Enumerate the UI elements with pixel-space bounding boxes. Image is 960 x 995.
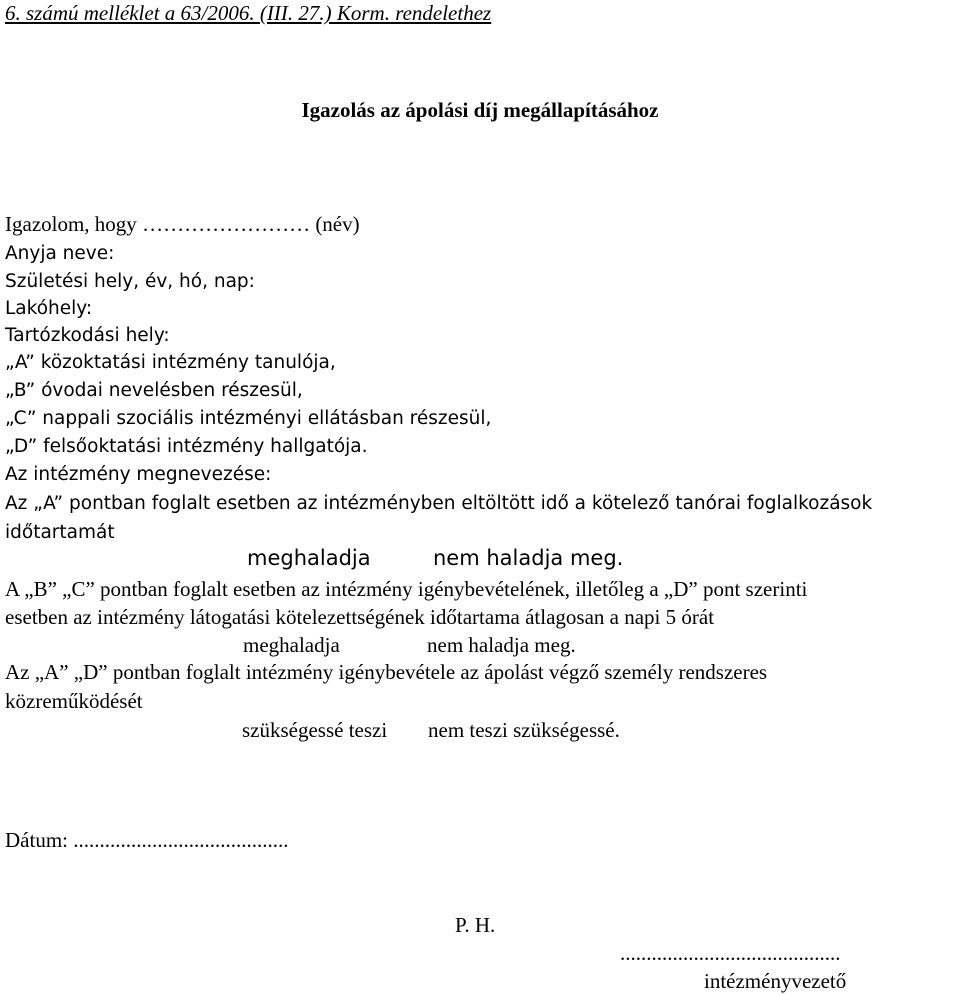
residence-field: Lakóhely: — [5, 298, 93, 319]
paragraph1-choice-not-exceeds: nem haladja meg. — [433, 546, 624, 570]
intro-suffix: (név) — [310, 212, 360, 236]
stay-field: Tartózkodási hely: — [5, 325, 170, 346]
paragraph3-choice-not-necessary: nem teszi szükségessé. — [428, 718, 620, 742]
paragraph1-choice-exceeds: meghaladja — [247, 546, 371, 570]
paragraph1-line2: időtartamát — [5, 522, 115, 543]
paragraph2-line1: A „B” „C” pontban foglalt esetben az intézmény igénybevételének, illetőleg a „D” pont szerinti — [5, 577, 808, 601]
option-a: „A” közoktatási intézmény tanulója, — [5, 352, 336, 373]
paragraph3-line2: közreműködését — [5, 689, 143, 713]
signature-line: .......................................... — [620, 941, 841, 965]
intro-prefix: Igazolom, hogy — [5, 212, 143, 236]
institution-name-label: Az intézmény megnevezése: — [5, 464, 272, 485]
paragraph3-choice-necessary: szükségessé teszi — [242, 718, 388, 742]
name-blank: …………………… — [142, 212, 311, 236]
mother-name-field: Anyja neve: — [5, 243, 115, 264]
signature-label: intézményvezető — [704, 969, 847, 993]
header-reference: 6. számú melléklet a 63/2006. (III. 27.) Korm. rendelethez — [5, 1, 492, 25]
paragraph1-line1: Az „A” pontban foglalt esetben az intézményben eltöltött idő a kötelező tanórai foglalkozások — [5, 493, 873, 514]
document-title: Igazolás az ápolási díj megállapításához — [301, 98, 659, 122]
birth-field: Születési hely, év, hó, nap: — [5, 271, 255, 292]
option-d: „D” felsőoktatási intézmény hallgatója. — [5, 436, 368, 457]
intro-line — [5, 211, 360, 238]
option-c: „C” nappali szociális intézményi ellátásban részesül, — [5, 408, 492, 429]
paragraph2-line2: esetben az intézmény látogatási kötelezettségének időtartama átlagosan a napi 5 órát — [5, 605, 715, 629]
date-field: Dátum: ......................................... — [5, 828, 289, 852]
option-b: „B” óvodai nevelésben részesül, — [5, 380, 303, 401]
stamp-placeholder: P. H. — [455, 913, 496, 937]
paragraph3-line1: Az „A” „D” pontban foglalt intézmény igénybevétele az ápolást végző személy rendszeres — [5, 660, 768, 684]
paragraph2-choice-exceeds: meghaladja — [243, 633, 340, 657]
paragraph2-choice-not-exceeds: nem haladja meg. — [427, 633, 576, 657]
